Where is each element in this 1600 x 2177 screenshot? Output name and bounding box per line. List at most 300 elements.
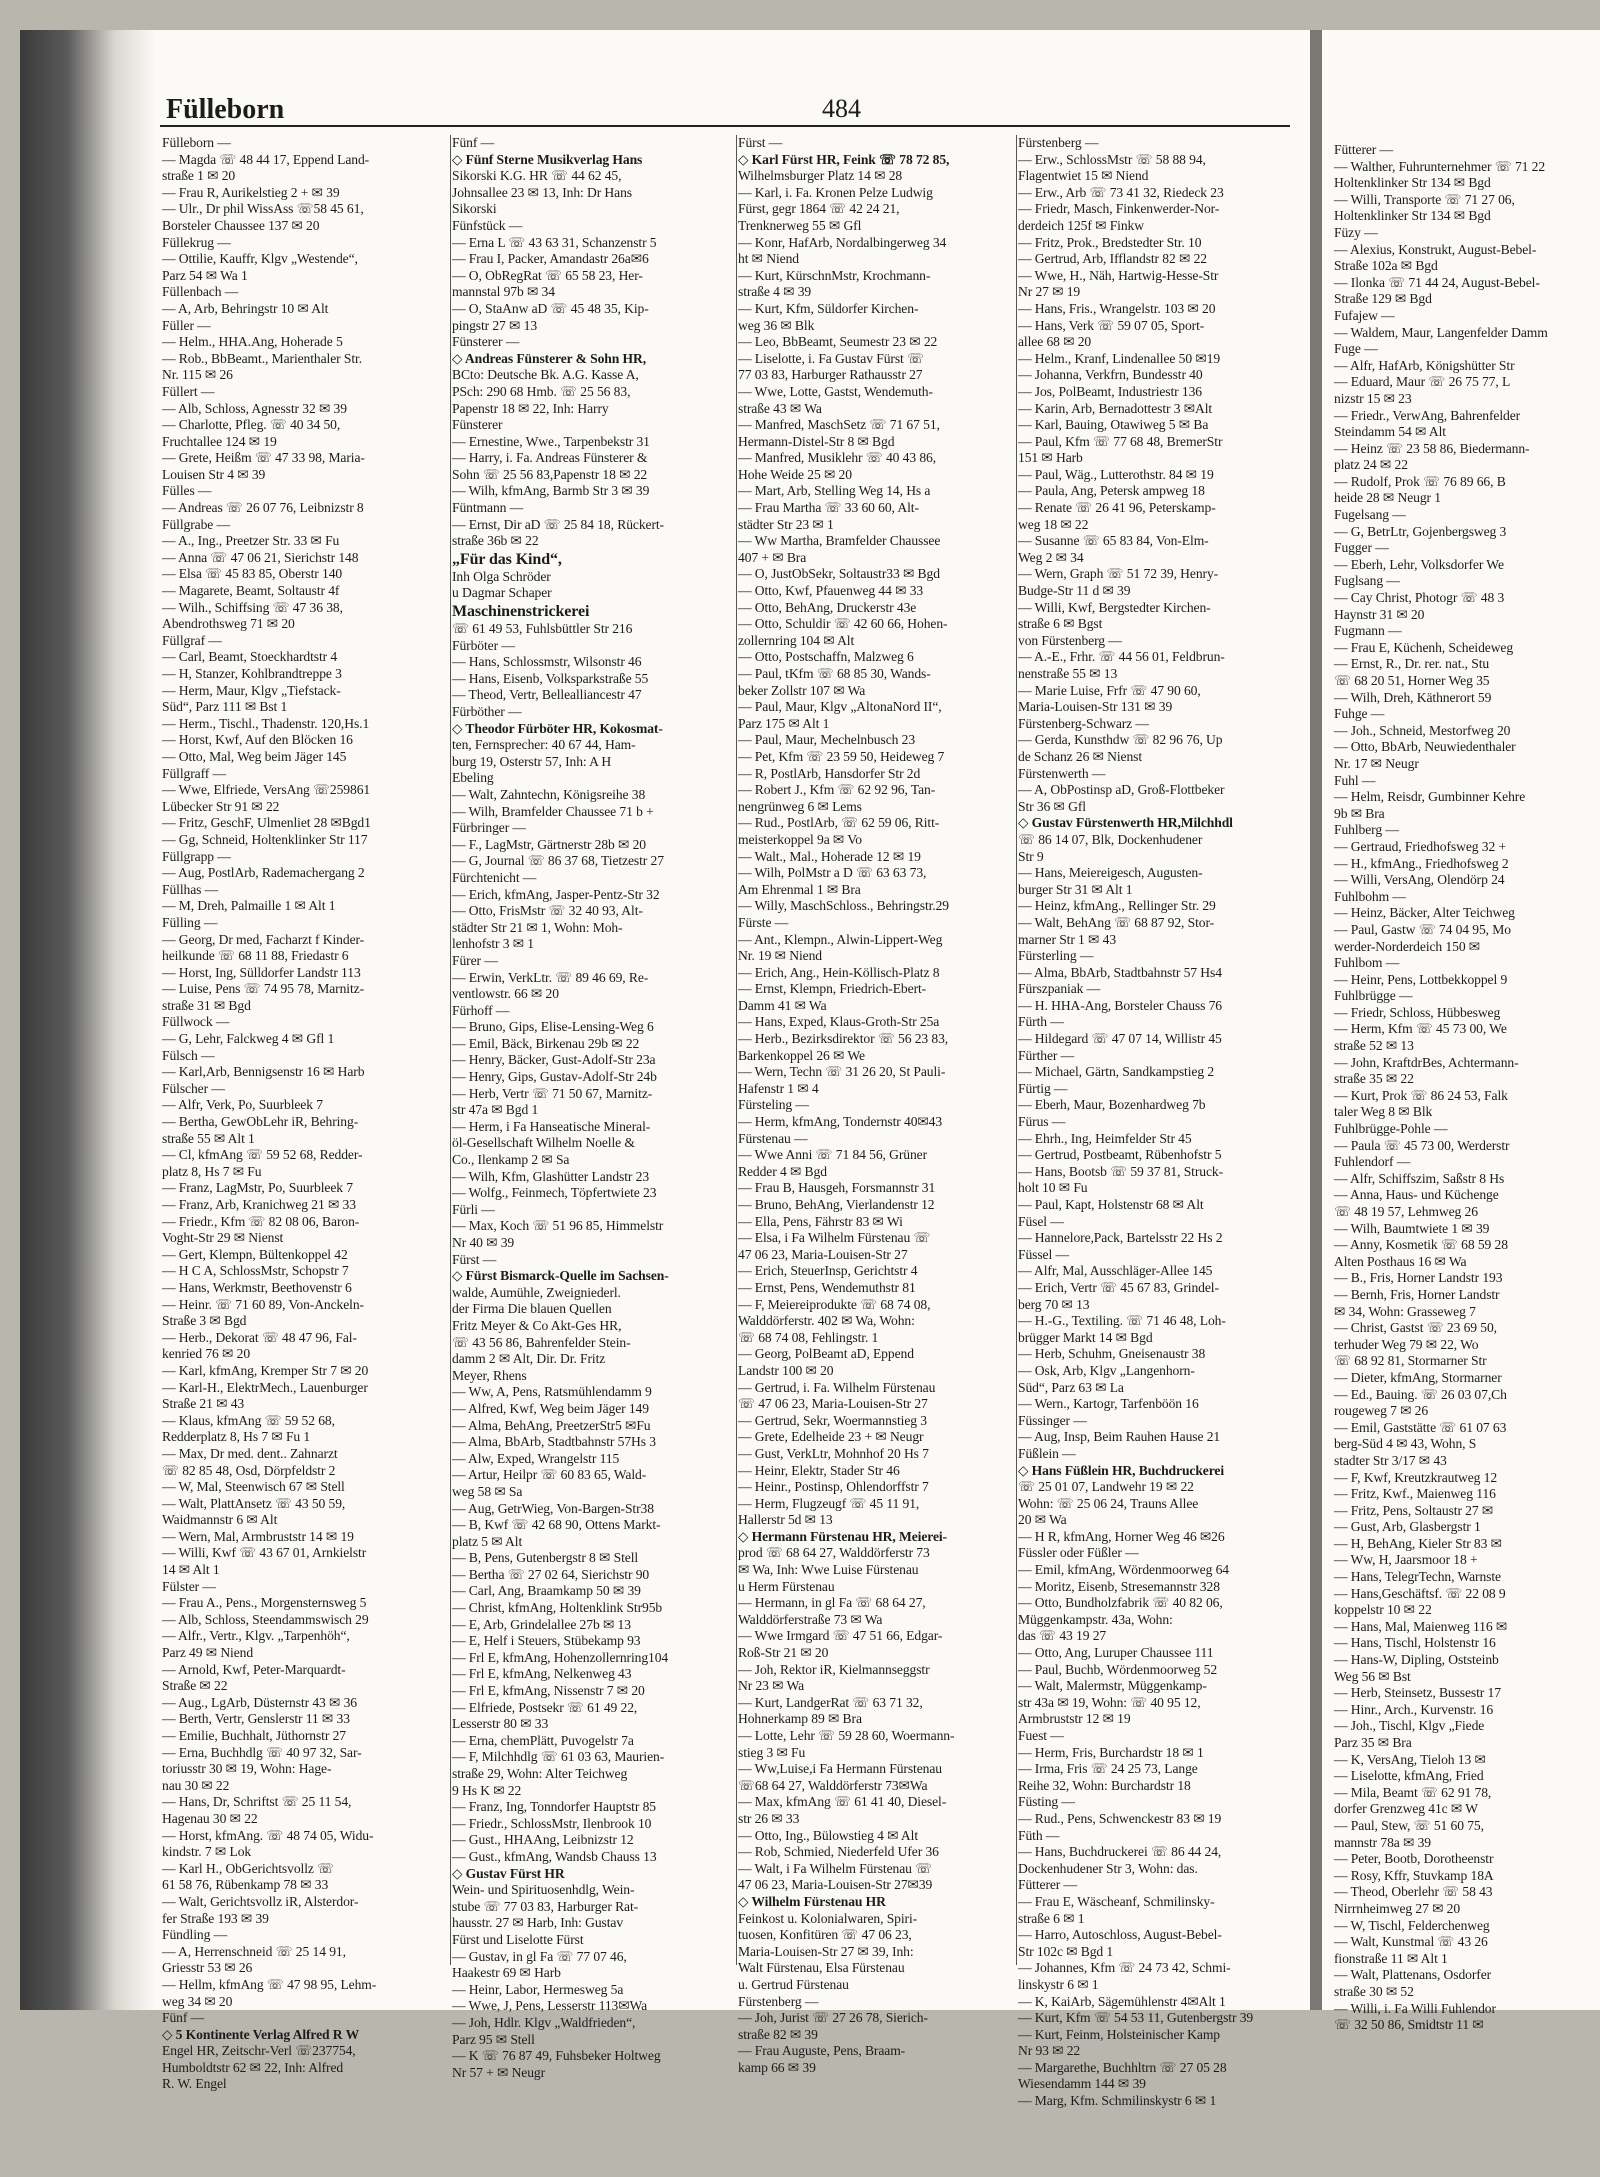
directory-entry-line: — Karl-H., ElektrMech., Lauenburger [162,1379,368,1395]
directory-entry-line: — Otto, Ing., Bülowstieg 4 ✉ Alt [738,1827,919,1843]
directory-entry-line: Engel HR, Zeitschr-Verl ☏237754, [162,2043,356,2059]
surname-heading: Fünsterer — [452,334,520,350]
directory-entry-line: — Johannes, Kfm ☏ 24 73 42, Schmi- [1018,1960,1231,1976]
directory-entry-line: — Gertrud, Arb, Ifflandstr 82 ✉ 22 [1018,251,1207,267]
directory-entry-line: — Kurt, Prok ☏ 86 24 53, Falk [1334,1087,1508,1103]
directory-entry-line: Parz 175 ✉ Alt 1 [738,715,830,731]
directory-entry-line: — Paula, Ang, Petersk ampweg 18 [1018,483,1205,499]
directory-entry-line: — Alfr., Vertr., Klgv. „Tarpenhöh“, [162,1628,350,1644]
directory-entry-line: Landstr 100 ✉ 20 [738,1362,834,1378]
directory-entry-line: — Harry, i. Fa. Andreas Fünsterer & [452,450,648,466]
directory-entry-line: ☏ 82 85 48, Osd, Dörpfeldstr 2 [162,1462,336,1478]
directory-entry-line: Steindamm 54 ✉ Alt [1334,424,1446,440]
directory-entry-line: ☏ 43 56 86, Bahrenfelder Stein- [452,1334,631,1350]
surname-heading: Füzy — [1334,224,1378,240]
directory-entry-line: — Georg, Dr med, Facharzt f Kinder- [162,931,365,947]
directory-entry-line: — Erna L ☏ 43 63 31, Schanzenstr 5 [452,234,657,250]
directory-entry-line: BCto: Deutsche Bk. A.G. Kasse A, [452,367,639,383]
directory-entry-line: ☏ 68 92 81, Stormarner Str [1334,1353,1487,1369]
directory-entry-line: straße 29, Wohn: Alter Teichweg [452,1766,628,1781]
surname-heading: Fugmann — [1334,623,1402,639]
directory-entry-line: — Alw, Exped, Wrangelstr 115 [452,1450,620,1466]
surname-heading: Fugger — [1334,540,1389,556]
directory-entry-line: — Bertha, GewObLehr iR, Behring- [162,1114,359,1130]
directory-entry-line: — Willi, Kwf, Bergstedter Kirchen- [1018,599,1211,615]
directory-entry-line: heide 28 ✉ Neugr 1 [1334,490,1441,506]
directory-entry-line: 47 06 23, Maria-Louisen-Str 27✉39 [738,1877,933,1893]
directory-entry-line: Parz 54 ✉ Wa 1 [162,267,248,283]
directory-entry-line: — Walt, BehAng ☏ 68 87 92, Stor- [1018,914,1215,930]
surname-heading: Füllwock — [162,1014,230,1030]
directory-entry-line: — Hans,Geschäftsf. ☏ 22 08 9 [1334,1585,1506,1601]
directory-entry-line: — Gust., HHAAng, Leibnizstr 12 [452,1832,634,1848]
directory-entry-line: ☏ 25 01 07, Landwehr 19 ✉ 22 [1018,1479,1194,1495]
directory-entry-line: holt 10 ✉ Fu [1018,1180,1088,1196]
directory-entry-line: — Wwe Anni ☏ 71 84 56, Grüner [738,1147,928,1163]
directory-entry-line: — Karl H., ObGerichtsvollz ☏ [162,1860,335,1876]
directory-entry-line: — Frau I, Packer, Amandastr 26a✉6 [452,251,649,267]
directory-entry-line: — Frau B, Hausgeh, Forsmannstr 31 [738,1180,936,1196]
directory-entry-line: — Willi, Transporte ☏ 71 27 06, [1334,191,1515,207]
directory-entry-line: — Wwe Irmgard ☏ 47 51 66, Edgar- [738,1628,943,1644]
directory-entry-line: — Karl, kfmAng, Kremper Str 7 ✉ 20 [162,1362,369,1378]
directory-entry-line: — Hannelore,Pack, Bartelsstr 22 Hs 2 [1018,1230,1223,1246]
directory-entry-line: Weg 56 ✉ Bst [1334,1668,1411,1684]
directory-entry-line: brügger Markt 14 ✉ Bgd [1018,1329,1153,1345]
surname-heading: Fürtig — [1018,1080,1068,1096]
directory-entry-line: Lesserstr 80 ✉ 33 [452,1716,549,1732]
directory-entry-line: straße 82 ✉ 39 [738,2026,818,2042]
directory-entry-line: — Otto, BehAng, Druckerstr 43e [738,599,917,615]
directory-entry-line: — A, Herrenschneid ☏ 25 14 91, [162,1943,346,1959]
directory-entry-line: ☏ 32 50 86, Smidtstr 11 ✉ [1334,2017,1484,2033]
directory-entry-line: — Hinr., Arch., Kurvenstr. 16 [1334,1701,1494,1717]
directory-entry-line: „Für das Kind“, [452,550,562,568]
surname-heading: Fündling — [162,1927,228,1943]
directory-entry-line: — Heinz, kfmAng., Rellinger Str. 29 [1018,898,1216,914]
directory-entry-line: — Frl E, kfmAng, Nelkenweg 43 [452,1666,632,1682]
directory-entry-line: 9 Hs K ✉ 22 [452,1782,522,1798]
directory-entry-line: Hagenau 30 ✉ 22 [162,1810,258,1826]
directory-entry-line: — Gertraud, Friedhofsweg 32 + [1334,838,1507,854]
surname-heading: Fuest — [1018,1728,1064,1743]
directory-entry-line: — Karl, Bauing, Otawiweg 5 ✉ Ba [1018,417,1209,433]
surname-heading: Fürchtenicht — [452,869,537,885]
directory-entry-line: — Liselotte, i. Fa Gustav Fürst ☏ [738,350,924,366]
directory-entry-line: — Wwe, Lotte, Gastst, Wendemuth- [738,383,933,399]
directory-entry-line: — Hellm, kfmAng ☏ 47 98 95, Lehm- [162,1976,377,1992]
directory-entry-line: — Emil, kfmAng, Wördenmoorweg 64 [1018,1562,1229,1578]
directory-entry-line: Sikorski K.G. HR ☏ 44 62 45, [452,168,622,184]
directory-entry-line: — Aug, PostlArb, Rademachergang 2 [162,865,365,881]
surname-heading: Fugelsang — [1334,507,1406,523]
directory-entry-line: — Erw., SchlossMstr ☏ 58 88 94, [1018,151,1206,167]
directory-entry-line: — Franz, Arb, Kranichweg 21 ✉ 33 [162,1197,356,1212]
directory-entry-line: u. Gertrud Fürstenau [738,1976,849,1992]
directory-entry-line: stadter Str 3/17 ✉ 43 [1334,1452,1447,1468]
surname-heading: Fütterer — [1018,1877,1078,1893]
directory-entry-line: Armbruststr 12 ✉ 19 [1018,1711,1131,1727]
directory-entry-line: Lübecker Str 91 ✉ 22 [162,798,280,814]
directory-entry-line: — Arnold, Kwf, Peter-Marquardt- [162,1661,346,1677]
surname-heading: Füsel — [1018,1213,1064,1229]
directory-entry-line: Fritz Meyer & Co Akt-Ges HR, [452,1317,622,1333]
directory-entry-line: — Kurt, Kfm, Süldorfer Kirchen- [738,300,919,316]
directory-entry-line: — Hans, Exped, Klaus-Groth-Str 25a [738,1014,940,1030]
directory-entry-line: — Erna, chemPlätt, Puvogelstr 7a [452,1732,634,1748]
directory-entry-line: — Alfred, Kwf, Weg beim Jäger 149 [452,1400,649,1416]
surname-heading: Füllgraff — [162,765,226,781]
directory-entry-line: straße 4 ✉ 39 [738,284,812,300]
directory-entry-line: Budge-Str 11 d ✉ 39 [1018,583,1131,599]
directory-entry-line: straße 1 ✉ 20 [162,168,236,184]
directory-entry-line: Nr. 115 ✉ 26 [162,367,233,383]
directory-entry-line: — Karin, Arb, Bernadottestr 3 ✉Alt [1018,400,1213,416]
directory-entry-line: ◇ Gustav Fürstenwerth HR,Milchhdl [1018,815,1233,831]
directory-entry-line: — A, Arb, Behringstr 10 ✉ Alt [162,300,329,316]
directory-entry-line: — Waldem, Maur, Langenfelder Damm [1334,324,1548,340]
directory-entry-line: Holtenklinker Str 134 ✉ Bgd [1334,208,1491,224]
directory-entry-line: Flagentwiet 15 ✉ Niend [1018,168,1149,184]
directory-entry-line: — Eduard, Maur ☏ 26 75 77, L [1334,374,1511,390]
directory-entry-line: — John, KraftdrBes, Achtermann- [1334,1054,1519,1070]
directory-entry-line: — Irma, Fris ☏ 24 25 73, Lange [1018,1761,1198,1777]
directory-entry-line: mannstal 97b ✉ 34 [452,284,555,300]
directory-entry-line: 20 ✉ Wa [1018,1512,1067,1528]
directory-entry-line: — H R, kfmAng, Horner Weg 46 ✉26 [1018,1528,1225,1544]
directory-entry-line: kamp 66 ✉ 39 [738,2059,816,2075]
directory-entry-line: platz 8, Hs 7 ✉ Fu [162,1163,262,1179]
directory-entry-line: ☏ 61 49 53, Fuhlsbüttler Str 216 [452,621,633,637]
directory-entry-line: — Konr, HafArb, Nordalbingerweg 34 [738,234,947,250]
directory-entry-line: Str 9 [1018,848,1044,864]
directory-entry-line: — Otto, BbArb, Neuwiedenthaler [1334,739,1516,755]
directory-entry-line: — E, Arb, Grindelallee 27b ✉ 13 [452,1616,631,1632]
directory-entry-line: — F, Meiereiprodukte ☏ 68 74 08, [738,1296,931,1312]
directory-entry-line: Wein- und Spirituosenhdlg, Wein- [452,1882,635,1898]
directory-entry-line: — Alma, BbArb, Stadtbahnstr 57 Hs4 [1018,964,1222,980]
directory-entry-line: berg 70 ✉ 13 [1018,1296,1090,1312]
directory-entry-line: Voght-Str 29 ✉ Nienst [162,1230,284,1246]
directory-entry-line: — Alb, Schloss, Agnesstr 32 ✉ 39 [162,400,347,416]
directory-entry-line: — Aug., LgArb, Düsternstr 43 ✉ 36 [162,1694,357,1710]
surname-heading: Fürsteling — [738,1097,809,1113]
directory-entry-line: — Ernst, Pens, Wendemuthstr 81 [738,1279,916,1295]
directory-entry-line: Haakestr 69 ✉ Harb [452,1965,561,1981]
surname-heading: Füssel — [1018,1246,1069,1262]
directory-entry-line: — A, ObPostinsp aD, Groß-Flottbeker [1018,782,1225,798]
column-divider [1016,135,1017,1965]
directory-entry-line: — O, ObRegRat ☏ 65 58 23, Her- [452,267,643,283]
directory-entry-line: — Charlotte, Pfleg. ☏ 40 34 50, [162,417,341,433]
surname-heading: Fufajew — [1334,307,1395,323]
directory-entry-line: — Otto, Ang, Luruper Chaussee 111 [1018,1645,1214,1661]
directory-entry-line: — Georg, PolBeamt aD, Eppend [738,1346,914,1362]
directory-entry-line: — K, VersAng, Tieloh 13 ✉ [1334,1751,1486,1767]
directory-entry-line: ✉ 34, Wohn: Grasseweg 7 [1334,1303,1476,1319]
directory-entry-line: — Theod, Vertr, Bellealliancestr 47 [452,687,642,703]
directory-entry-line: — Herb., Dekorat ☏ 48 47 96, Fal- [162,1329,357,1345]
directory-entry-line: straße 35 ✉ 22 [1334,1071,1414,1087]
directory-entry-line: — Joh, Rektor iR, Kielmannseggstr [738,1661,930,1677]
directory-entry-line: 151 ✉ Harb [1018,450,1083,466]
directory-entry-line: straße 43 ✉ Wa [738,400,822,416]
directory-entry-line: — B., Fris, Horner Landstr 193 [1334,1270,1503,1286]
directory-entry-line: — Grete, Edelheide 23 + ✉ Neugr [738,1429,924,1445]
directory-entry-line: — Kurt, KürschnMstr, Krochmann- [738,267,931,283]
directory-entry-line: Roß-Str 21 ✉ 20 [738,1645,829,1661]
directory-entry-line: — Hans, Werkmstr, Beethovenstr 6 [162,1279,352,1295]
directory-entry-line: kenried 76 ✉ 20 [162,1346,251,1362]
directory-entry-line: — Hans, Mal, Maienweg 116 ✉ [1334,1618,1508,1634]
directory-entry-line: — F, Milchhdlg ☏ 61 03 63, Maurien- [452,1749,665,1765]
directory-entry-line: städter Str 23 ✉ 1 [738,516,834,532]
directory-entry-line: Co., Ilenkamp 2 ✉ Sa [452,1152,570,1168]
directory-entry-line: — Aug, Insp, Beim Rauhen Hause 21 [1018,1429,1221,1445]
directory-entry-line: — Frau E, Wäscheanf, Schmilinsky- [1018,1893,1215,1909]
directory-entry-line: Nr 23 ✉ Wa [738,1678,805,1694]
directory-entry-line: Meyer, Rhens [452,1367,527,1383]
directory-entry-line: — Michael, Gärtn, Sandkampstieg 2 [1018,1064,1215,1080]
directory-entry-line: — Kurt, Feinm, Holsteinischer Kamp [1018,2026,1220,2042]
directory-entry-line: burger Str 31 ✉ Alt 1 [1018,881,1133,897]
directory-entry-line: weg 36 ✉ Blk [738,317,815,333]
directory-entry-line: — Wilh., Schiffsing ☏ 47 36 38, [162,599,343,615]
directory-entry-line: kindstr. 7 ✉ Lok [162,1844,252,1860]
surname-heading: Fuhlendorf — [1334,1154,1411,1170]
directory-entry-line: ◇ Karl Fürst HR, Feink ☏ 78 72 85, [738,151,950,167]
directory-entry-line: — Aug, GetrWieg, Von-Bargen-Str38 [452,1500,654,1516]
directory-entry-line: — Paul, Stew, ☏ 51 60 75, [1334,1817,1484,1833]
surname-heading: Fünf — [452,135,495,150]
column-4 [1018,135,1290,2109]
page-gutter [1310,30,1322,2010]
directory-entry-line: — Walt, Malermstr, Müggenkamp- [1018,1678,1207,1694]
directory-entry-line: PSch: 290 68 Hmb. ☏ 25 56 83, [452,383,631,399]
column-2 [452,135,737,2080]
directory-entry-line: — Wern, Graph ☏ 51 72 39, Henry- [1018,566,1219,582]
surname-heading: Fuhlberg — [1334,822,1399,838]
directory-entry-line: Straße 129 ✉ Bgd [1334,291,1432,307]
directory-entry-line: — Carl, Beamt, Stoeckhardtstr 4 [162,649,338,665]
directory-entry-line: Inh Olga Schröder [452,568,551,584]
surname-heading: Füth — [1018,1827,1060,1843]
directory-entry-line: Sikorski [452,201,497,217]
directory-entry-line: lenhofstr 3 ✉ 1 [452,936,535,952]
directory-entry-line: — Magarete, Beamt, Soltaustr 4f [162,583,340,599]
column-5 [1334,142,1600,2033]
directory-entry-line: — Ww, A, Pens, Ratsmühlendamm 9 [452,1384,652,1400]
directory-entry-line: Maria-Louisen-Str 27 ✉ 39, Inh: [738,1943,914,1959]
directory-entry-line: Walt Fürstenau, Elsa Fürstenau [738,1960,905,1976]
directory-entry-line: Reihe 32, Wohn: Burchardstr 18 [1018,1777,1191,1793]
directory-entry-line: — Franz, Ing, Tonndorfer Hauptstr 85 [452,1799,656,1815]
directory-entry-line: — G, Lehr, Falckweg 4 ✉ Gfl 1 [162,1031,335,1047]
directory-entry-line: Papenstr 18 ✉ 22, Inh: Harry [452,400,609,416]
directory-entry-line: — H. HHA-Ang, Borsteler Chauss 76 [1018,997,1222,1013]
surname-heading: Fürböter — [452,637,515,653]
directory-entry-line: — Wwe, Elfriede, VersAng ☏259861 [162,782,371,798]
directory-entry-line: Hallerstr 5d ✉ 13 [738,1512,833,1528]
directory-entry-line: — Herm, Fris, Burchardstr 18 ✉ 1 [1018,1744,1204,1760]
directory-entry-line: — Willi, VersAng, Olendörp 24 [1334,872,1505,888]
directory-entry-line: — Otto, Schuldir ☏ 42 60 66, Hohen- [738,616,948,632]
directory-entry-line: — Elfriede, Postsekr ☏ 61 49 22, [452,1699,638,1715]
directory-entry-line: Maschinenstrickerei [452,603,590,621]
directory-entry-line: — Ww, H, Jaarsmoor 18 + [1334,1552,1478,1568]
surname-heading: Fülleborn — [162,135,231,150]
directory-entry-line: — Susanne ☏ 65 83 84, Von-Elm- [1018,533,1209,549]
directory-entry-line: — Heinr., Postinsp, Ohlendorffstr 7 [738,1479,929,1495]
directory-entry-line: — Otto, Bundholzfabrik ☏ 40 82 06, [1018,1595,1223,1611]
directory-entry-line: — Walt, i Fa Wilhelm Fürstenau ☏ [738,1860,933,1876]
directory-entry-line: damm 2 ✉ Alt, Dir. Dr. Fritz [452,1351,606,1367]
directory-entry-line: weg 18 ✉ 22 [1018,516,1089,532]
directory-entry-line: koppelstr 10 ✉ 22 [1334,1602,1432,1618]
directory-entry-line: — Herm, i Fa Hanseatische Mineral- [452,1118,651,1134]
directory-entry-line: straße 52 ✉ 13 [1334,1038,1414,1054]
directory-entry-line: — Ehrh., Ing, Heimfelder Str 45 [1018,1130,1192,1146]
surname-heading: Fürste — [738,914,789,930]
directory-entry-line: — Erwin, VerkLtr. ☏ 89 46 69, Re- [452,969,649,985]
directory-entry-line: 407 + ✉ Bra [738,549,807,565]
directory-entry-line: — Heinr, Labor, Hermesweg 5a [452,1981,624,1997]
directory-entry-line: straße 31 ✉ Bgd [162,997,251,1013]
surname-heading: Fünfstück — [452,217,523,233]
directory-entry-line: — Heinr, Elektr, Stader Str 46 [738,1462,900,1478]
directory-entry-line: — Walt., Mal., Hoherade 12 ✉ 19 [738,848,921,864]
surname-heading: Fürus — [1018,1114,1066,1130]
directory-entry-line: — Friedr., SchlossMstr, Ilenbrook 10 [452,1815,652,1831]
surname-heading: Fütterer — [1334,142,1394,157]
directory-entry-line: R. W. Engel [162,2076,227,2092]
directory-entry-line: ☏68 64 27, Walddörferstr 73✉Wa [738,1777,928,1793]
surname-heading: Fürth — [1018,1014,1064,1030]
directory-entry-line: — Walt, PlattAnsetz ☏ 43 50 59, [162,1495,346,1511]
directory-entry-line: — H C A, SchlossMstr, Schopstr 7 [162,1263,349,1279]
directory-entry-line: — Moritz, Eisenb, Stresemannstr 328 [1018,1578,1220,1594]
directory-entry-line: — Fritz, GeschF, Ulmenliet 28 ✉Bgd1 [162,815,371,831]
surname-heading: Fülster — [162,1578,216,1594]
directory-entry-line: — Horst, Kwf, Auf den Blöcken 16 [162,732,353,748]
directory-entry-line: — Friedr, Schloss, Hübbesweg [1334,1004,1501,1020]
directory-entry-line: — F., LagMstr, Gärtnerstr 28b ✉ 20 [452,836,647,852]
surname-heading: Fuhl — [1334,772,1376,788]
directory-entry-line: — G, Journal ☏ 86 37 68, Tietzestr 27 [452,853,664,869]
surname-heading: Fürszpaniak — [1018,981,1101,997]
directory-entry-line: — Erich, kfmAng, Jasper-Pentz-Str 32 [452,886,660,902]
directory-entry-line: — Wern., Kartogr, Tarfenböön 16 [1018,1396,1199,1412]
directory-entry-line: Ebeling [452,770,494,786]
directory-entry-line: — A., Ing., Preetzer Str. 33 ✉ Fu [162,533,340,549]
directory-entry-line: Straße 102a ✉ Bgd [1334,258,1438,274]
directory-entry-line: Walddörferstr. 402 ✉ Wa, Wohn: [738,1313,915,1329]
directory-entry-line: marner Str 1 ✉ 43 [1018,931,1117,947]
directory-entry-line: — Frl E, kfmAng, Nissenstr 7 ✉ 20 [452,1683,645,1699]
directory-entry-line: — Bruno, Gips, Elise-Lensing-Weg 6 [452,1019,654,1035]
column-1 [162,135,449,2092]
directory-entry-line: 9b ✉ Bra [1334,805,1385,821]
directory-entry-line: — Friedr, Masch, Finkenwerder-Nor- [1018,201,1220,217]
directory-entry-line: Hafenstr 1 ✉ 4 [738,1080,819,1096]
directory-entry-line: — Luise, Pens ☏ 74 95 78, Marnitz- [162,981,365,997]
directory-entry-line: Hohe Weide 25 ✉ 20 [738,466,852,482]
directory-entry-line: stieg 3 ✉ Fu [738,1744,806,1760]
directory-entry-line: — Karl, i. Fa. Kronen Pelze Ludwig [738,184,933,200]
directory-entry-line: — Ottilie, Kauffr, Klgv „Westende“, [162,251,358,267]
surname-heading: Fürstenwerth — [1018,765,1106,781]
directory-entry-line: — B, Pens, Gutenbergstr 8 ✉ Stell [452,1550,639,1566]
directory-entry-line: ventlowstr. 66 ✉ 20 [452,986,559,1002]
directory-entry-line: Trenknerweg 55 ✉ Gfl [738,217,862,233]
directory-entry-line: — Paul, Kapt, Holstenstr 68 ✉ Alt [1018,1197,1204,1212]
directory-entry-line: Fruchtallee 124 ✉ 19 [162,433,277,449]
directory-entry-line: hausstr. 27 ✉ Harb, Inh: Gustav [452,1915,624,1931]
directory-entry-line: — Herb., Bezirksdirektor ☏ 56 23 83, [738,1031,949,1047]
directory-entry-line: str 43a ✉ 19, Wohn: ☏ 40 95 12, [1018,1694,1201,1710]
surname-heading: Füllekrug — [162,234,231,250]
directory-entry-line: ◇ 5 Kontinente Verlag Alfred R W [162,2026,360,2042]
directory-entry-line: terhuder Weg 79 ✉ 22, Wo [1334,1336,1479,1352]
directory-entry-line: — Berth, Vertr, Genslerstr 11 ✉ 33 [162,1711,350,1727]
directory-entry-line: — K ☏ 76 87 49, Fuhsbeker Holtweg [452,2048,661,2064]
surname-heading: Füssler oder Füßler — [1018,1545,1139,1561]
directory-entry-line: — Ww Martha, Bramfelder Chaussee [738,533,941,549]
surname-heading: Füller — [162,317,211,333]
directory-entry-line: — Eberh, Maur, Bozenhardweg 7b [1018,1097,1206,1113]
directory-entry-line: — Hans, Buchdruckerei ☏ 86 44 24, [1018,1844,1222,1860]
directory-entry-line: das ☏ 43 19 27 [1018,1628,1107,1644]
directory-entry-line: — Eberh, Lehr, Volksdorfer We [1334,556,1504,572]
surname-heading: Füsting — [1018,1794,1075,1810]
directory-entry-line: ◇ Andreas Fünsterer & Sohn HR, [452,350,647,366]
directory-entry-line: ◇ Theodor Fürböter HR, Kokosmat- [452,720,663,736]
directory-entry-line: — Grete, Heißm ☏ 47 33 98, Maria- [162,450,365,466]
directory-entry-line: — Gust, Arb, Glasbergstr 1 [1334,1519,1481,1535]
directory-entry-line: — Artur, Heilpr ☏ 60 83 65, Wald- [452,1467,647,1483]
directory-entry-line: — H., kfmAng., Friedhofsweg 2 [1334,855,1509,871]
directory-entry-line: Wiesendamm 144 ✉ 39 [1018,2076,1146,2092]
directory-entry-line: Griesstr 53 ✉ 26 [162,1960,253,1976]
directory-entry-line: str 26 ✉ 33 [738,1810,800,1826]
directory-entry-line: Dockenhudener Str 3, Wohn: das. [1018,1860,1198,1876]
directory-entry-line: Nr 27 ✉ 19 [1018,284,1081,300]
directory-entry-line: — Andreas ☏ 26 07 76, Leibnizstr 8 [162,500,364,516]
directory-entry-line: — Herm, Maur, Klgv „Tiefstack- [162,682,341,698]
directory-entry-line: — Manfred, MaschSetz ☏ 71 67 51, [738,417,940,433]
directory-entry-line: — Margarethe, Buchhltrn ☏ 27 05 28 [1018,2059,1227,2075]
directory-entry-line: Straße 21 ✉ 43 [162,1396,245,1412]
directory-entry-line: meisterkoppel 9a ✉ Vo [738,831,862,847]
directory-entry-line: — Horst, Ing, Sülldorfer Landstr 113 [162,964,361,980]
directory-entry-line: weg 34 ✉ 20 [162,1993,233,2009]
directory-entry-line: — Ulr., Dr phil WissAss ☏58 45 61, [162,201,364,217]
directory-entry-line: — Helm., HHA.Ang, Hoherade 5 [162,334,343,350]
directory-entry-line: str 47a ✉ Bgd 1 [452,1102,539,1118]
directory-entry-line: — Karl,Arb, Bennigsenstr 16 ✉ Harb [162,1064,365,1080]
directory-entry-line: — Rudolf, Prok ☏ 76 89 66, B [1334,473,1506,489]
directory-entry-line: Redder 4 ✉ Bgd [738,1163,827,1179]
directory-entry-line: — Hans, TelegrTechn, Warnste [1334,1569,1501,1585]
directory-entry-line: — Wilh, Dreh, Käthnerort 59 [1334,689,1492,705]
directory-entry-line: dorfer Grenzweg 41c ✉ W [1334,1801,1478,1817]
directory-entry-line: — Leo, BbBeamt, Seumestr 23 ✉ 22 [738,334,938,350]
directory-entry-line: — Kurt, LandgerRat ☏ 63 71 32, [738,1694,923,1710]
directory-entry-line: — Friedr., Kfm ☏ 82 08 06, Baron- [162,1213,360,1229]
directory-entry-line: — F, Kwf, Kreutzkrautweg 12 [1334,1469,1498,1485]
surname-heading: Fuhlbohm — [1334,888,1406,904]
directory-entry-line: linskystr 6 ✉ 1 [1018,1976,1099,1992]
